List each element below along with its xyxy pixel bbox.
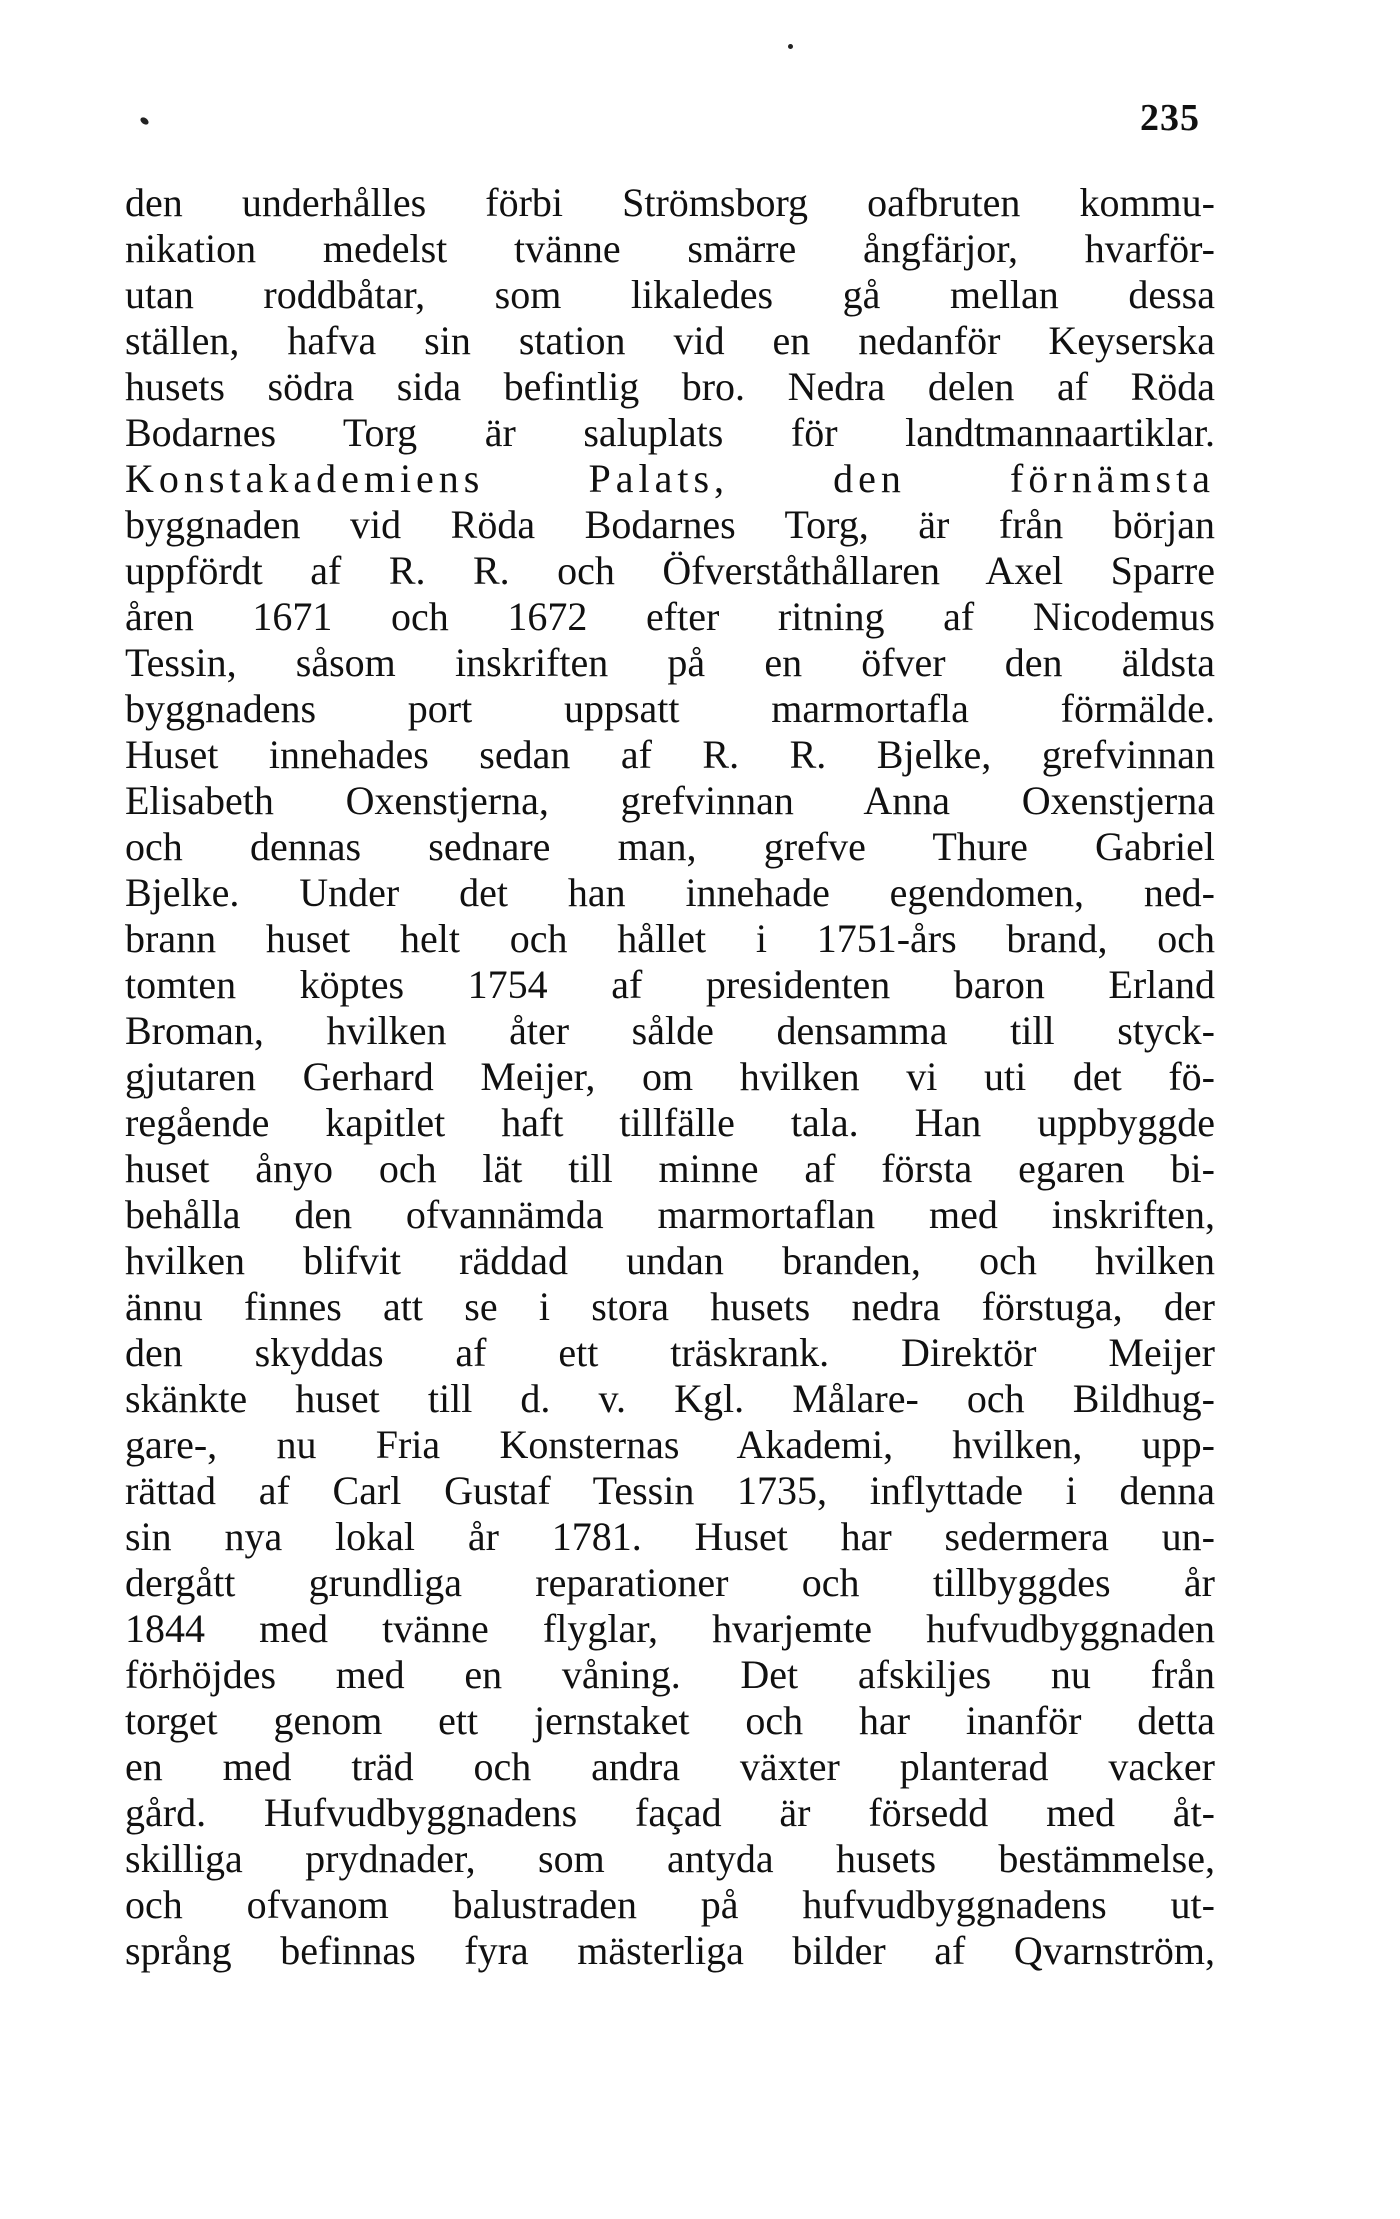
text-line: ännu finnes att se i stora husets nedra förstuga, der [125,1284,1215,1329]
text-line: huset ånyo och lät till minne af första egaren bi- [125,1146,1215,1191]
body-text [125,180,1215,1974]
text-line: förhöjdes med en våning. Det afskiljes nu från [125,1652,1215,1697]
text-line: uppfördt af R. R. och Öfverståthållaren Axel Sparre [125,548,1215,593]
text-line: Bjelke. Under det han innehade egendomen, ned- [125,870,1215,915]
text-line: gjutaren Gerhard Meijer, om hvilken vi uti det fö- [125,1054,1215,1099]
text-line: behålla den ofvannämda marmortaflan med inskriften, [125,1192,1215,1237]
text-line: Elisabeth Oxenstjerna, grefvinnan Anna Oxenstjerna [125,778,1215,823]
text-line: torget genom ett jernstaket och har inanför detta [125,1698,1215,1743]
text-line: hvilken blifvit räddad undan branden, och hvilken [125,1238,1215,1283]
text-line: och ofvanom balustraden på hufvudbyggnadens ut- [125,1882,1215,1927]
text-line: skänkte huset till d. v. Kgl. Målare- och Bildhug- [125,1376,1215,1421]
text-line: tomten köptes 1754 af presidenten baron Erland [125,962,1215,1007]
text-line: byggnadens port uppsatt marmortafla förmälde. [125,686,1215,731]
text-line: Huset innehades sedan af R. R. Bjelke, grefvinnan [125,732,1215,777]
text-line: den underhålles förbi Strömsborg oafbruten kommu- [125,180,1215,225]
text-line: språng befinnas fyra mästerliga bilder af Qvarnström, [125,1928,1215,1973]
text-line: Tessin, såsom inskriften på en öfver den äldsta [125,640,1215,685]
text-line: nikation medelst tvänne smärre ångfärjor, hvarför- [125,226,1215,271]
text-line: husets södra sida befintlig bro. Nedra delen af Röda [125,364,1215,409]
text-line: och dennas sednare man, grefve Thure Gabriel [125,824,1215,869]
text-line: brann huset helt och hållet i 1751-års brand, och [125,916,1215,961]
text-line: skilliga prydnader, som antyda husets bestämmelse, [125,1836,1215,1881]
page-number: 235 [1140,97,1200,139]
text-line: åren 1671 och 1672 efter ritning af Nicodemus [125,594,1215,639]
text-line: sin nya lokal år 1781. Huset har sedermera un- [125,1514,1215,1559]
print-speck [139,116,150,126]
text-line: rättad af Carl Gustaf Tessin 1735, inflyttade i denna [125,1468,1215,1513]
text-line: regående kapitlet haft tillfälle tala. Han uppbyggde [125,1100,1215,1145]
text-line: utan roddbåtar, som likaledes gå mellan dessa [125,272,1215,317]
text-line: en med träd och andra växter planterad vacker [125,1744,1215,1789]
text-line: 1844 med tvänne flyglar, hvarjemte hufvudbyggnaden [125,1606,1215,1651]
text-line: dergått grundliga reparationer och tillbyggdes år [125,1560,1215,1605]
text-line: gård. Hufvudbyggnadens façad är försedd med åt- [125,1790,1215,1835]
print-speck [788,44,793,49]
text-line: gare-, nu Fria Konsternas Akademi, hvilken, upp- [125,1422,1215,1467]
text-line: Broman, hvilken åter sålde densamma till styck- [125,1008,1215,1053]
text-line: den skyddas af ett träskrank. Direktör Meijer [125,1330,1215,1375]
text-line: byggnaden vid Röda Bodarnes Torg, är från början [125,502,1215,547]
text-line: Bodarnes Torg är saluplats för landtmannaartiklar. [125,410,1215,455]
text-line: ställen, hafva sin station vid en nedanför Keyserska [125,318,1215,363]
section-heading-line: Konstakademiens Palats, den förnämsta [125,456,1215,501]
